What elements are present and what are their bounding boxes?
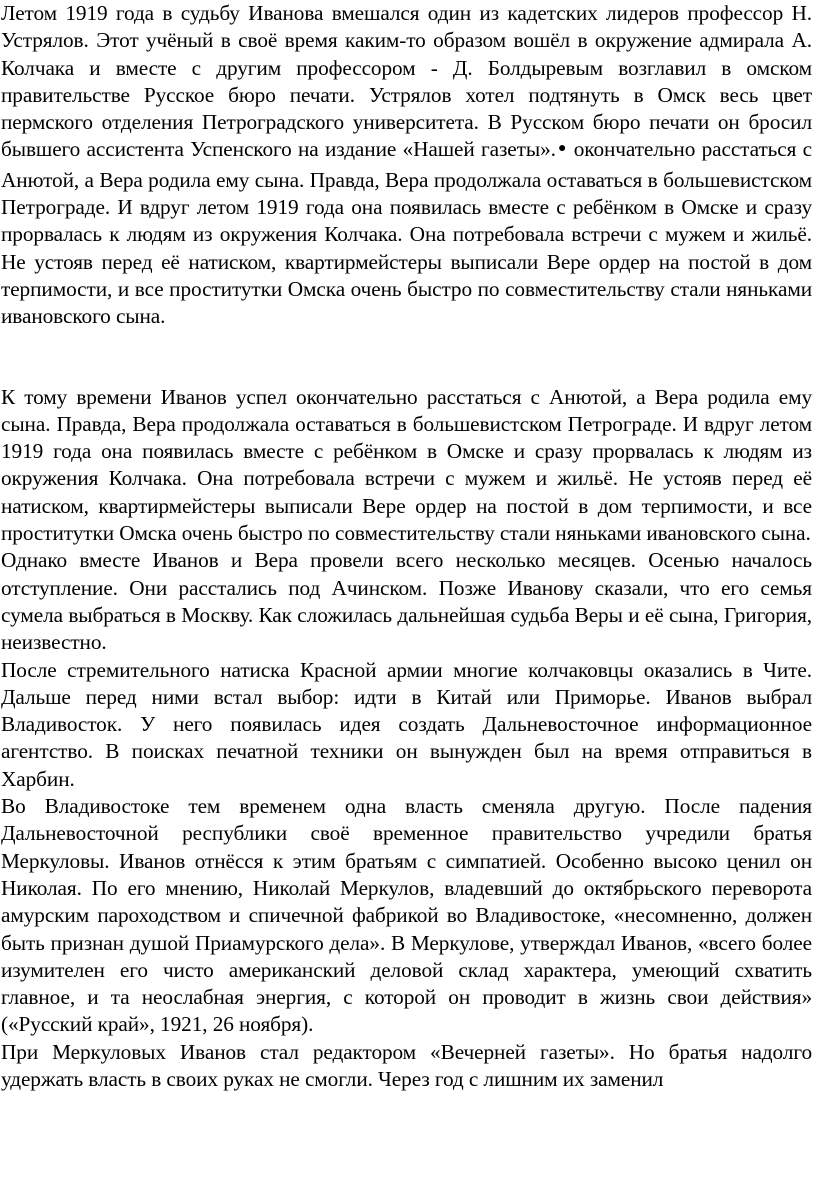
paragraph-vladivostok: Во Владивостоке тем временем одна власть сменяла другую. После падения Дальневосточной республики своё временное правительство учредили братья Меркуловы. Иванов отнёсся к этим братьям с симпатией. Особенно высоко ценил он Николая. По его мнению, Николай Меркулов, владевший до октябрьского переворота амурским пароходством и спичечной фабрикой во Владивостоке, «несомненно, должен быть признан душой Приамурского дела». В Меркулове, утверждал Иванов, «всего более изумителен его чисто американский деловой склад характера, умеющий схватить главное, и та неослабная энергия, с которой он проводит в жизнь свои действия» («Русский край», 1921, 26 ноября). — [1, 794, 812, 1037]
paragraph-ustryalov-text: Летом 1919 года в судьбу Иванова вмешался один из кадетских лидеров профессор Н. Устрялов. Этот учёный в своё время каким-то образом вошёл в окружение адмирала А. Колчака и вместе с другим профессором - Д. Болдыревым возглавил в омском правительстве Русское бюро печати. Устрялов хотел подтянуть в Омск весь цвет пермского отделения Петроградского университета. В Русском бюро печати он бросил бывшего ассистента Успенского на издание «Нашей газеты». — [1, 1, 812, 162]
paragraph-chita: После стремительного натиска Красной армии многие колчаковцы оказались в Чите. Дальше перед ними встал выбор: идти в Китай или Приморье. Иванов выбрал Владивосток. У него появилась идея создать Дальневосточное информационное агентство. В поисках печатной техники он вынужден был на время отправиться в Харбин. — [1, 657, 812, 791]
paragraph-ustryalov-continuation: окончательно расстаться с Анютой, а Вера родила ему сына. Правда, Вера продолжала оставаться в большевистском Петрограде. И вдруг летом 1919 года она появилась вместе с ребёнком в Омске и сразу прорвалась к людям из окружения Колчака. Она потребовала встречи с мужем и жильё. Не устояв перед её натиском, квартирмейстеры выписали Вере ордер на постой в дом терпимости, и все проститутки Омска очень быстро по совместительству стали няньками ивановского сына. — [1, 137, 812, 329]
bullet-marker-icon: ● — [556, 141, 568, 157]
paragraph-ustryalov — [1, 0, 812, 331]
paragraph-merkulovs: При Меркуловых Иванов стал редактором «Вечерней газеты». Но братья надолго удержать власть в своих руках не смогли. Через год с лишним их заменил — [1, 1039, 812, 1091]
paragraph-vera-son: К тому времени Иванов успел окончательно расстаться с Анютой, а Вера родила ему сына. Правда, Вера продолжала оставаться в большевистском Петрограде. И вдруг летом 1919 года она появилась вместе с ребёнком в Омске и сразу прорвалась к людям из окружения Колчака. Она потребовала встречи с мужем и жильё. Не устояв перед её натиском, квартирмейстеры выписали Вере ордер на постой в дом терпимости, и все проститутки Омска очень быстро по совместительству стали няньками ивановского сына. — [1, 384, 812, 546]
paragraph-retreat: Однако вместе Иванов и Вера провели всего несколько месяцев. Осенью началось отступление. Они расстались под Ачинском. Позже Иванову сказали, что его семья сумела выбраться в Москву. Как сложилась дальнейшая судьба Веры и её сына, Григория, неизвестно. — [1, 548, 812, 655]
